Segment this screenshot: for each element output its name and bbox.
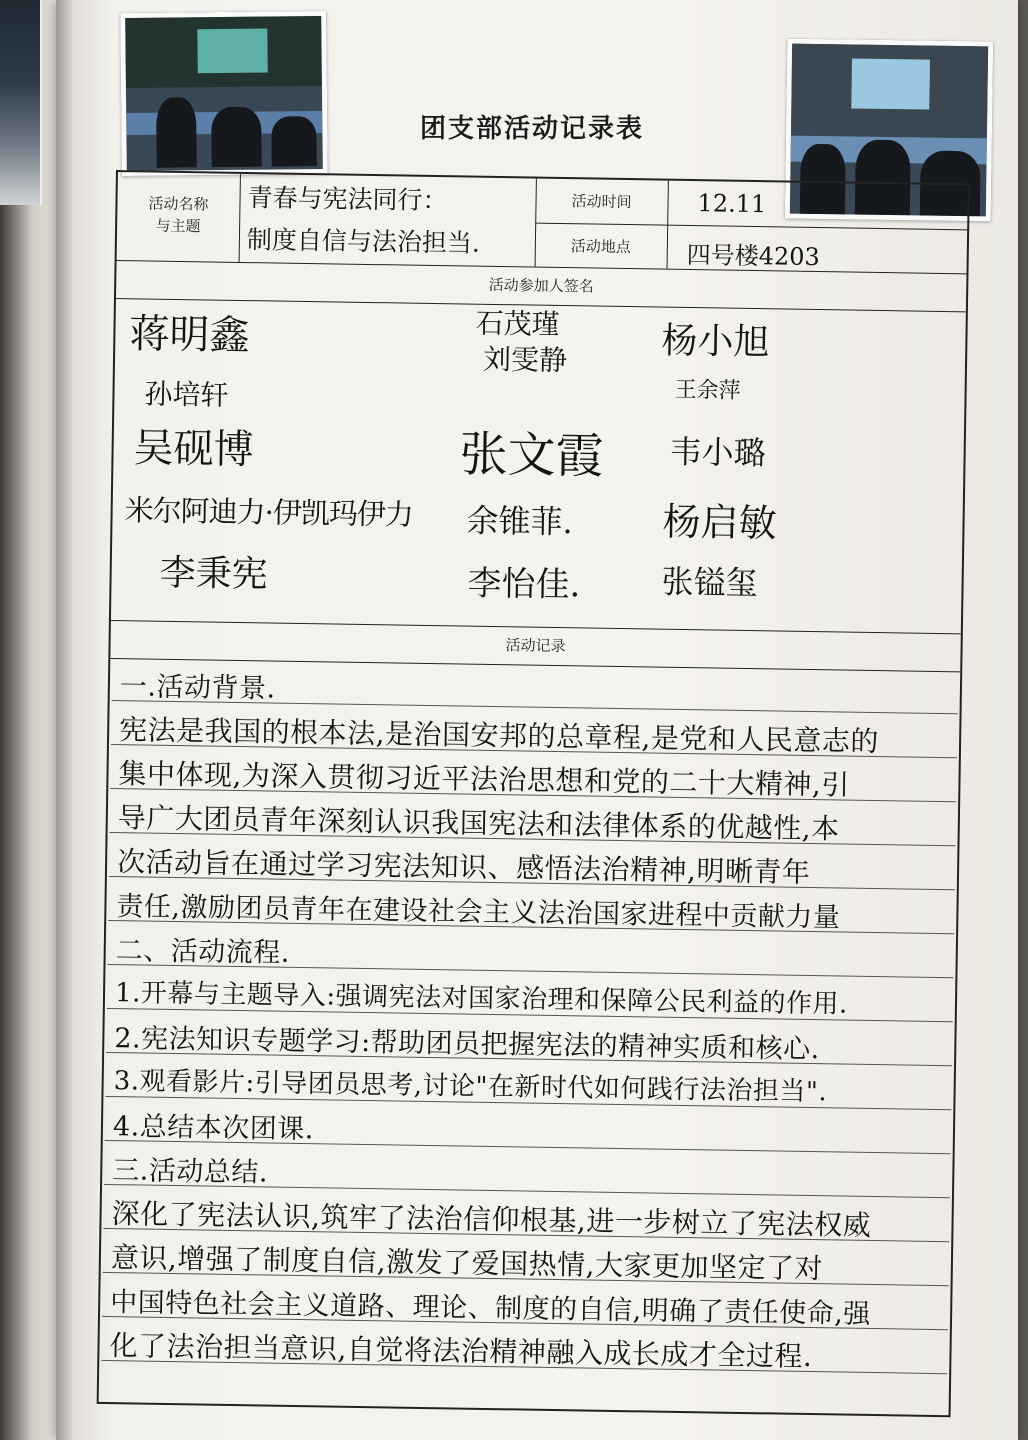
signature: 蒋明鑫 [129, 311, 250, 360]
activity-name-line1: 青春与宪法同行： [247, 183, 448, 216]
record-line: 3.观看影片:引导团员思考,讨论"在新时代如何践行法治担当". [113, 1066, 828, 1108]
record-line: 1.开幕与主题导入:强调宪法对国家治理和保障公民利益的作用. [114, 978, 849, 1020]
participants-header: 活动参加人签名 [488, 275, 594, 296]
signature: 杨小旭 [661, 320, 770, 364]
records-header: 活动记录 [505, 636, 566, 656]
notebook-page [56, 0, 1018, 1440]
signature: 李秉宪 [159, 552, 268, 596]
signature: 米尔阿迪力·伊凯玛伊力 [124, 493, 414, 532]
activity-time-label: 活动时间 [571, 192, 632, 212]
signature: 王余萍 [674, 377, 741, 404]
signature: 李怡佳. [467, 563, 581, 606]
activity-photo-left [120, 11, 328, 176]
signature: 韦小璐 [669, 432, 766, 473]
record-line: 中国特色社会主义道路、理论、制度的自信,明确了责任使命,强 [109, 1287, 872, 1330]
signature: 孙培轩 [144, 377, 229, 412]
signature: 石茂瑾 [475, 306, 560, 341]
record-line: 责任,激励团员青年在建设社会主义法治国家进程中贡献力量 [116, 891, 841, 934]
signature: 张镒玺 [661, 562, 758, 603]
signature: 吴砚博 [133, 425, 254, 474]
record-line: 二、活动流程. [115, 935, 291, 969]
signature: 杨启敏 [662, 499, 777, 546]
activity-name-line2: 制度自信与法治担当. [246, 225, 481, 258]
record-line: 2.宪法知识专题学习:帮助团员把握宪法的精神实质和核心. [114, 1023, 820, 1066]
signature: 张文霞 [459, 426, 605, 485]
activity-name-label: 活动名称 与主题 [148, 194, 209, 236]
record-line: 导广大团员青年深刻认识我国宪法和法律体系的优越性,本 [117, 801, 840, 846]
page-title: 团支部活动记录表 [419, 114, 644, 144]
signature: 刘雯静 [482, 342, 568, 378]
activity-place-label: 活动地点 [570, 237, 631, 257]
activity-time-value: 12.11 [697, 189, 767, 219]
record-line: 4.总结本次团课. [112, 1111, 315, 1146]
record-line: 意识,增强了制度自信,激发了爱国热情,大家更加坚定了对 [110, 1241, 824, 1286]
record-line: 深化了宪法认识,筑牢了法治信仰根基,进一步树立了宪法权威 [111, 1197, 872, 1242]
record-line: 集中体现,为深入贯彻习近平法治思想和党的二十大精神,引 [118, 757, 851, 802]
activity-place-value: 四号楼4203 [686, 240, 821, 272]
record-table [97, 170, 970, 1417]
record-line: 宪法是我国的根本法,是治国安邦的总章程,是党和人民意志的 [118, 713, 880, 759]
row-divider [535, 223, 967, 231]
record-line: 一.活动背景. [119, 671, 276, 705]
record-line: 次活动旨在通过学习宪法知识、感悟法治精神,明晰青年 [116, 845, 811, 889]
record-line: 三.活动总结. [112, 1155, 269, 1189]
left-page-photo [0, 0, 42, 205]
page-spine [56, 0, 72, 1440]
record-line: 化了法治担当意识,自觉将法治精神融入成长成才全过程. [109, 1329, 813, 1374]
signature: 余锥菲. [466, 501, 574, 542]
left-page-edge [0, 0, 58, 1440]
